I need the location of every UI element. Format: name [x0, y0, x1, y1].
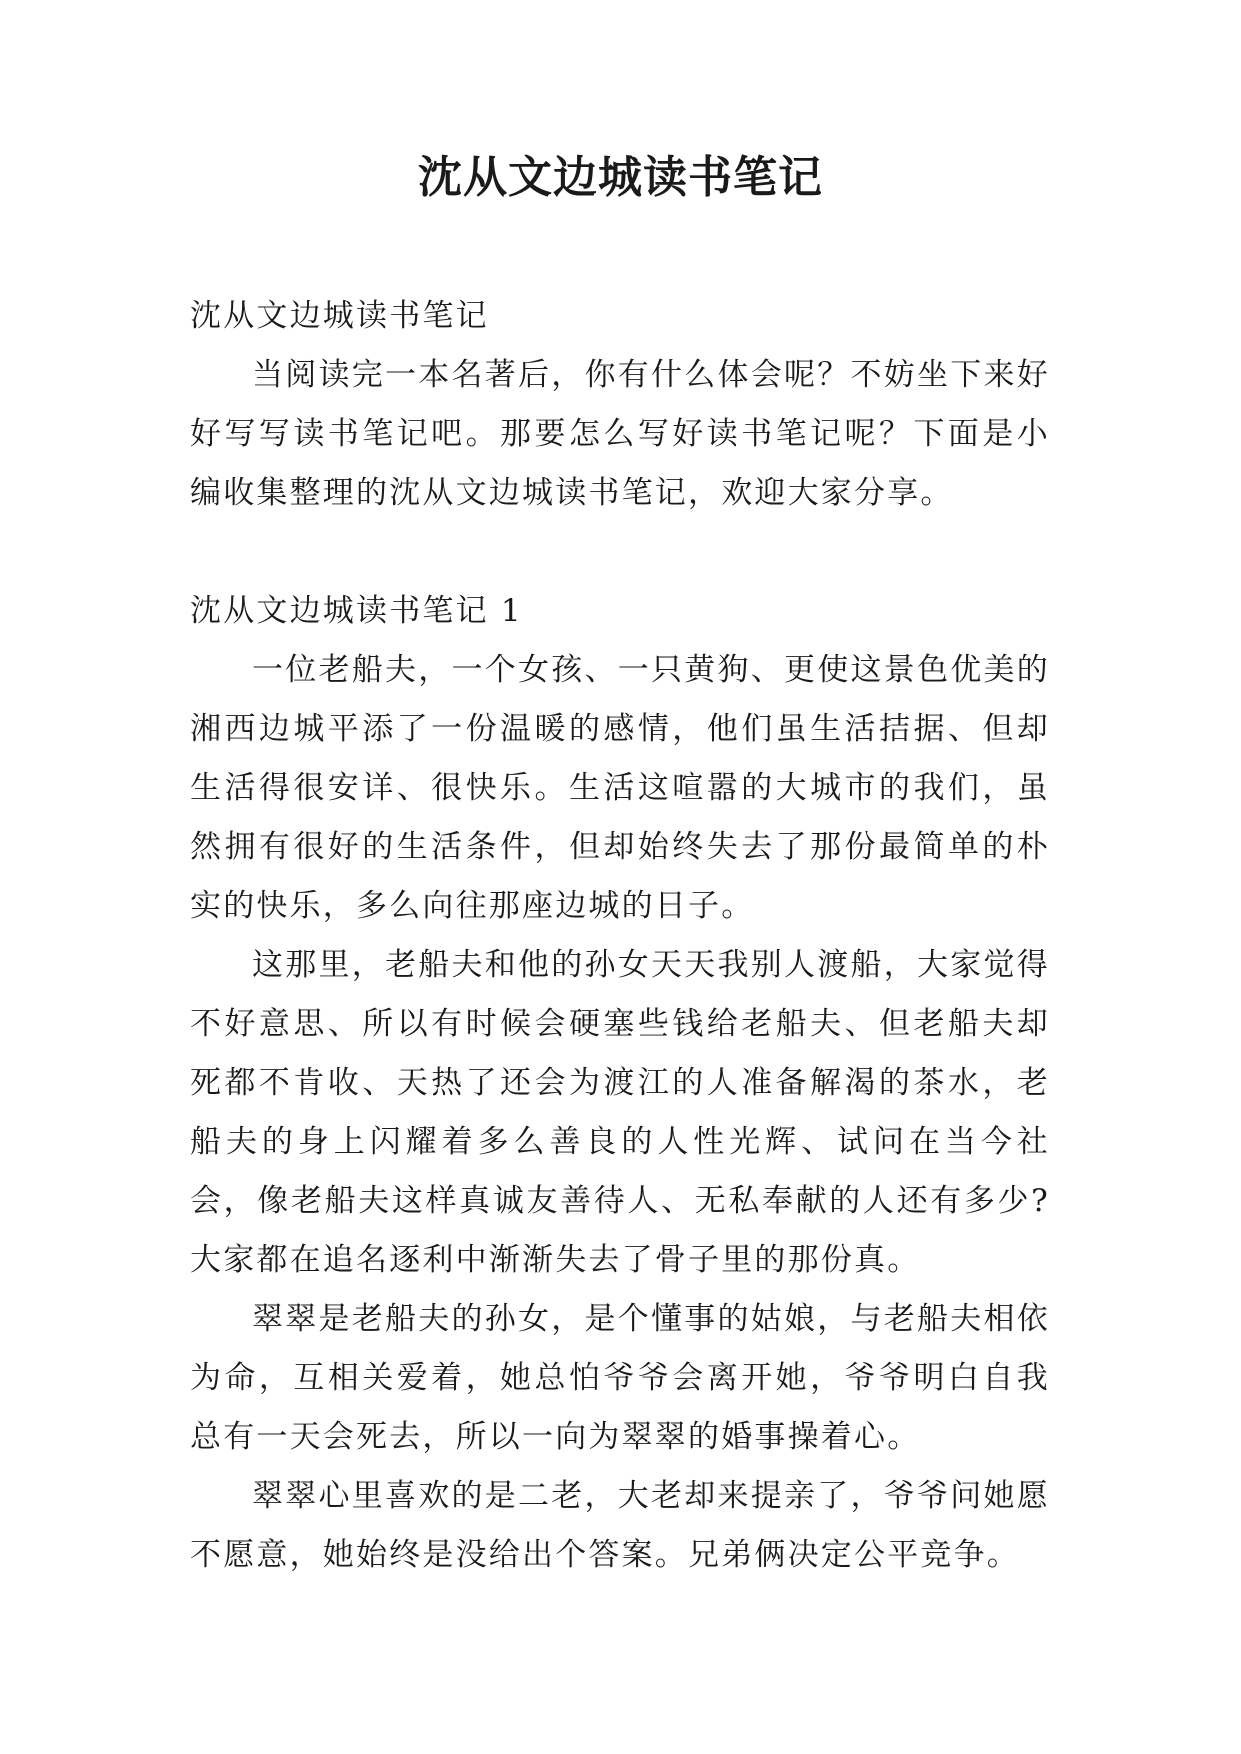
intro-heading: 沈从文边城读书笔记: [190, 298, 489, 334]
body-paragraph: 一位老船夫，一个女孩、一只黄狗、更使这景色优美的湘西边城平添了一份温暖的感情，他们虽生活拮据、但却生活得很安详、很快乐。生活这喧嚣的大城市的我们，虽然拥有很好的生活条件，但却始终失去了那份最简单的朴实的快乐，多么向往那座边城的日子。: [190, 652, 1050, 924]
body-paragraph: 这那里，老船夫和他的孙女天天我别人渡船，大家觉得不好意思、所以有时候会硬塞些钱给老船夫、但老船夫却死都不肯收、天热了还会为渡江的人准备解渴的茶水，老船夫的身上闪耀着多么善良的人性光辉、试问在当今社会，像老船夫这样真诚友善待人、无私奉献的人还有多少?大家都在追名逐利中渐渐失去了骨子里的那份真。: [190, 947, 1050, 1278]
intro-paragraph: 当阅读完一本名著后，你有什么体会呢？不妨坐下来好好写写读书笔记吧。那要怎么写好读书笔记呢？下面是小编收集整理的沈从文边城读书笔记，欢迎大家分享。: [190, 357, 1050, 511]
body-paragraph: 翠翠心里喜欢的是二老，大老却来提亲了，爷爷问她愿不愿意，她始终是没给出个答案。兄弟俩决定公平竞争。: [190, 1478, 1050, 1573]
document-title: 沈从文边城读书笔记: [418, 152, 823, 203]
body-paragraph: 翠翠是老船夫的孙女，是个懂事的姑娘，与老船夫相依为命，互相关爱着，她总怕爷爷会离开她，爷爷明白自我总有一天会死去，所以一向为翠翠的婚事操着心。: [190, 1301, 1050, 1455]
document-body: [190, 287, 1050, 1585]
section-heading: 沈从文边城读书笔记 1: [190, 593, 523, 629]
